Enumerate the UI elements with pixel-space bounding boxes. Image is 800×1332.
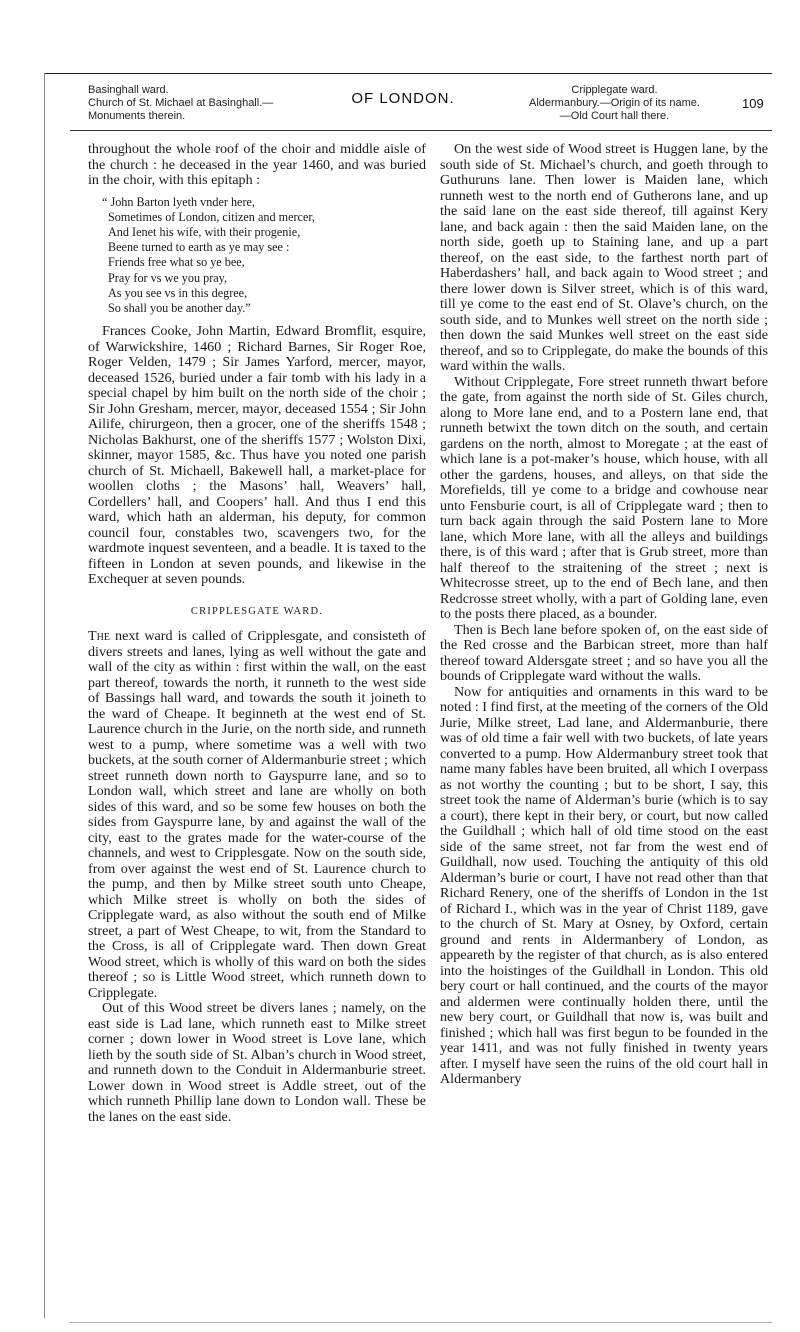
poem-line: Pray for vs we you pray, <box>108 270 228 285</box>
bottom-border-line <box>70 1322 772 1323</box>
running-head-right-line: Cripplegate ward. <box>571 84 658 96</box>
top-border-line <box>44 73 772 74</box>
running-head-right <box>497 84 732 123</box>
running-head-left-line: Basinghall ward. <box>88 84 169 96</box>
paragraph <box>88 629 426 1001</box>
paragraph: Frances Cooke, John Martin, Edward Bromflit, esquire, of Warwickshire, 1460 ; Richard Barnes, Sir Roger Roe, Roger Velden, 1479 ; Sir James Yarford, mercer, mayor, deceased 1526, buried under a fair tomb with his lady in a special chapel by him built on the north side of the choir ; Sir John Gresham, mercer, mayor, deceased 1554 ; Sir John Ailife, chirurgeon, then a grocer, one of the sheriffs 1548 ; Nicholas Bakhurst, one of the sheriffs 1577 ; Wolston Dixi, skinner, mayor 1585, &c. Thus have you noted one parish church of St. Michaell, Bakewell hall, a market-place for woollen cloths ; the Masons’ hall, Weavers’ hall, Cordellers’ hall, and Coopers’ hall. And thus I end this ward, which hath an alderman, his deputy, for common council four, constables two, scavengers two, for the wardmote inquest seventeen, and a beadle. It is taxed to the fifteen in London at seven pounds, and likewise in the Exchequer at seven pounds. <box>88 323 426 588</box>
paragraph: Without Cripplegate, Fore street runneth thwart before the gate, from against the north side of St. Giles church, along to More lane end, and to a Postern lane end, that runneth betwixt the town ditch on the south, and certain gardens on the north, almost to Moregate ; at the east of which lane is a pot-maker’s house, which house, with all other the gardens, houses, and alleys, on that side the Morefields, till ye come to a bridge and cowhouse near unto Fensburie court, is all of Cripplegate ward ; then to turn back again through the said Postern lane to More lane, which More lane, with all the alleys and buildings there, is of this ward ; after that is Grub street, more than half thereof to the straitening of the street ; next is Whitecrosse street, up to the end of Bech lane, and then Redcrosse street wholly, with a part of Golding lane, even to the posts there placed, as a bounder. <box>440 373 768 622</box>
left-margin-line <box>44 73 45 1318</box>
poem-line: Sometimes of London, citizen and mercer, <box>108 209 315 224</box>
poem-line: And Ienet his wife, with their progenie, <box>108 224 301 239</box>
paragraph: Now for antiquities and ornaments in this ward to be noted : I find first, at the meeting of the corners of the Old Jurie, Milke street, Lad lane, and Aldermanburie, there was of old time a fair well with two buckets, of late years converted to a pump. How Aldermanbury street took that name many fables have been bruited, all which I overpass as not worthy the counting ; but to be short, I say, this street took the name of Alderman’s burie (which is to say a court), there kept in their bery, or court, but now called the Guildhall ; which hall of old time stood on the east side of the same street, not far from the west end of Guildhall, now used. Touching the antiquity of this old Alderman’s burie or court, I have not read other than that Richard Renery, one of the sheriffs of London in the 1st of Richard I., which was in the year of Christ 1189, gave to the church of St. Mary at Osney, by Oxford, certain ground and rents in Aldermanbery of London, as appeareth by the register of that church, as is also entered into the hoistinges of the Guildhall in London. This old bery court or hall continued, and the courts of the mayor and aldermen were continually holden there, until the new bery court, or Guildhall that now is, was built and finished ; which hall was first begun to be founded in the year 1411, and was not fully finished in twenty years after. I myself have seen the ruins of the old court hall in Aldermanbery <box>440 683 768 1087</box>
paragraph-text: next ward is called of Cripplesgate, and consisteth of divers streets and lanes, lying as well without the gate and wall of the city as within : first within the wall, on the east part thereof, towards the north, it runneth to the west side of Bassings hall ward, and towards the south it joineth to the ward of Cheape. It beginneth at the west end of St. Laurence church in the Jurie, on the north side, and runneth west to a pump, where sometime was a well with two buckets, at the south corner of Aldermanburie street ; which street runneth down north to Gayspurre lane, and so to London wall, which street and lane are wholly on both sides of this ward, and so be some few houses on both the sides from Gayspurre lane, by and against the wall of the city, east to the grates made for the water-course of the channels, and west to Cripplesgate. Now on the south side, from over against the west end of St. Laurence church to the pump, and then by Milke street south unto Cheape, which Milke street is wholly on both the sides of Cripplegate ward, as also without the south end of Milke street, a part of West Cheape, to wit, from the Standard to the Cross, is all of Cripplegate ward. Then down Great Wood street, which is wholly of this ward on both the sides thereof ; so is Little Wood street, which runneth down to Cripplegate. <box>88 628 426 1001</box>
paragraph: Out of this Wood street be divers lanes ; namely, on the east side is Lad lane, which runneth east to Milke street corner ; down lower in Wood street is Love lane, which lieth by the south side of St. Alban’s church in Wood street, and runneth down to the Conduit in Aldermanburie street. Lower down in Wood street is Addle street, out of the which runneth Phillip lane down to London wall. These be the lanes on the east side. <box>88 1000 426 1125</box>
paragraph: On the west side of Wood street is Huggen lane, by the south side of St. Michael’s church, and goeth through to Guthuruns lane. Then lower is Maiden lane, which runneth west to the north end of Gutherons lane, and up the said lane on the east side thereof, till against Kery lane, and back again : then the said Maiden lane, on the north side, goeth up to Staining lane, and up a part thereof, on the east side, to the farthest north part of Haberdashers’ hall, and back again to Wood street ; and there lower down is Silver street, which is of this ward, till ye come to the east end of St. Olave’s church, on the south side, and to Munkes well street on the north side ; then down the said Munkes well street on the east side thereof, and so to Cripplegate, do make the bounds of this ward within the walls. <box>440 141 768 374</box>
running-head-left-line: Monuments therein. <box>88 110 186 122</box>
left-column <box>88 142 426 1125</box>
poem-line: As you see vs in this degree, <box>108 285 248 300</box>
section-heading: CRIPPLESGATE WARD. <box>190 605 324 617</box>
running-head-left <box>88 84 308 123</box>
paragraph: throughout the whole roof of the choir and middle aisle of the church : he deceased in the year 1460, and was buried in the choir, with this epitaph : <box>88 141 426 188</box>
poem-line: Friends free what so ye bee, <box>108 255 245 270</box>
running-title: OF LONDON. <box>351 90 455 107</box>
poem-line: “ John Barton lyeth vnder here, <box>102 194 255 209</box>
header-rule <box>70 130 772 131</box>
poem-line: Beene turned to earth as ye may see : <box>108 240 290 255</box>
page-number: 109 <box>742 96 764 111</box>
running-head-left-line: Church of St. Michael at Basinghall.— <box>88 97 274 109</box>
paragraph: Then is Bech lane before spoken of, on the east side of the Red crosse and the Barbican street, more than half thereof toward Aldersgate street ; and so have you all the bounds of Cripplegate ward without the walls. <box>440 621 768 684</box>
running-head-right-line: —Old Court hall there. <box>559 110 670 122</box>
paragraph-lead-word: The <box>88 628 110 645</box>
running-head-right-line: Aldermanbury.—Origin of its name. <box>529 97 700 109</box>
right-column <box>440 142 768 1088</box>
poem-line: So shall you be another day.” <box>108 300 251 315</box>
epitaph-poem <box>102 195 426 317</box>
